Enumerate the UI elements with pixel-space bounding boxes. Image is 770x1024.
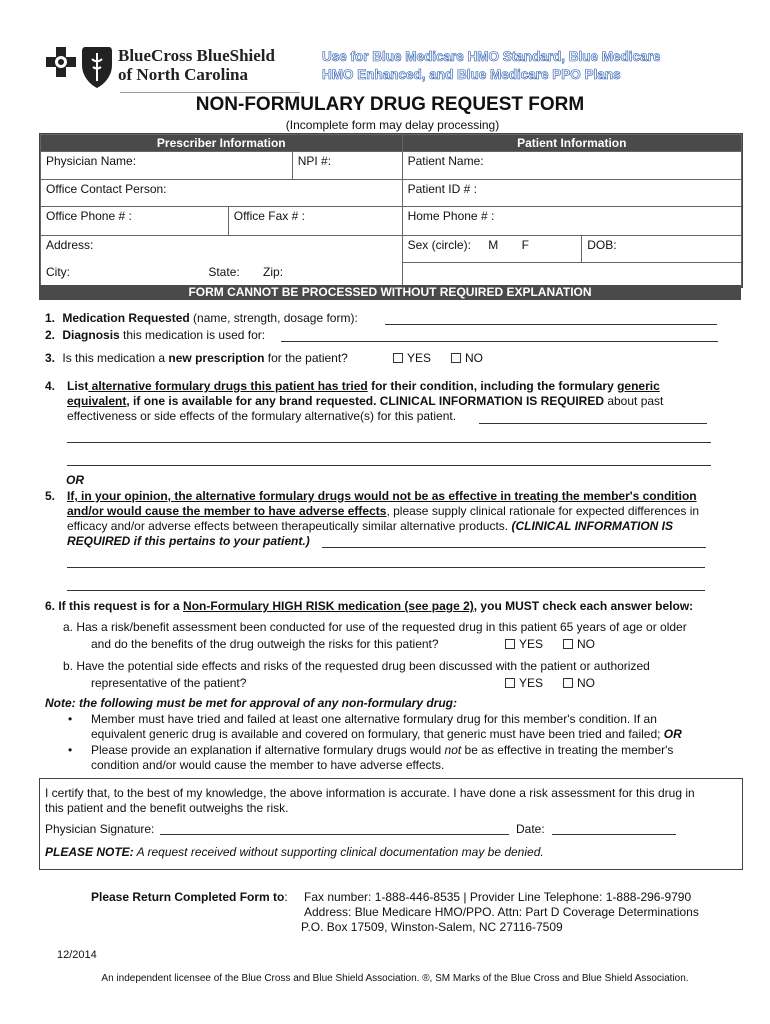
q3-yes-checkbox[interactable]	[393, 353, 403, 363]
question-6	[45, 599, 693, 614]
npi-field[interactable]: NPI #:	[292, 152, 402, 180]
q4-tried: alternative formulary drugs this patient has tried	[88, 379, 368, 393]
q4-about-past: about past	[604, 394, 664, 408]
form-subtitle: (Incomplete form may delay processing)	[285, 118, 500, 132]
q6a-yes-option[interactable]	[505, 637, 543, 652]
q3-text-b: for the patient?	[264, 351, 348, 365]
please-note	[45, 845, 544, 860]
q6a-text-line1: a. Has a risk/benefit assessment been conducted for use of the requested drug in this patient 65 years of age or older	[63, 620, 687, 634]
bcbs-logo-icon	[45, 45, 117, 89]
patient-heading: Patient Information	[402, 135, 741, 152]
note-bullet-1-line2: equivalent generic drug is available and covered on formulary, that generic must have been tried and failed;	[91, 727, 664, 741]
home-phone-field[interactable]: Home Phone # :	[402, 207, 741, 236]
brand-name	[118, 46, 275, 84]
q5-number: 5.	[45, 489, 56, 503]
q3-text-a: Is this medication a	[62, 351, 169, 365]
q6b-no-label: NO	[577, 676, 595, 690]
blank-cell	[402, 263, 741, 287]
or-separator: OR	[66, 473, 84, 487]
return-label-text: Please Return Completed Form to	[91, 890, 285, 904]
q2-label: Diagnosis	[62, 328, 120, 342]
note-bullet-2-rest: be as effective in treating the member's	[461, 743, 674, 757]
note-bullet-1-or: OR	[663, 727, 682, 741]
q5-clinical: (CLINICAL INFORMATION IS	[511, 519, 674, 533]
city-state-zip-row[interactable]	[41, 263, 403, 287]
q4-generic: generic	[617, 379, 660, 393]
prescriber-heading: Prescriber Information	[41, 135, 403, 152]
please-note-label: PLEASE NOTE:	[45, 845, 134, 859]
certify-line2: this patient and the benefit outweighs the risk.	[45, 801, 289, 815]
question-3	[45, 351, 348, 366]
q5-rationale: , please supply clinical rationale for expected differences in	[386, 504, 700, 518]
q6a-no-label: NO	[577, 637, 595, 651]
patient-name-field[interactable]: Patient Name:	[402, 152, 741, 180]
date-label: Date:	[516, 822, 545, 836]
sex-m-option[interactable]: M	[488, 238, 499, 252]
bullet-icon: •	[68, 743, 73, 757]
logo-divider	[120, 92, 300, 93]
office-phone-field[interactable]: Office Phone # :	[41, 207, 229, 236]
plan-notice	[322, 48, 660, 84]
q4-equivalent: equivalent	[67, 394, 127, 408]
q6b-yes-label: YES	[519, 676, 544, 690]
q4-effectiveness: effectiveness or side effects of the formulary alternative(s) for this patient.	[67, 409, 457, 423]
sex-label: Sex (circle):	[407, 238, 471, 252]
zip-field: Zip:	[263, 264, 284, 279]
dob-field[interactable]: DOB:	[582, 236, 742, 263]
q3-no-checkbox[interactable]	[451, 353, 461, 363]
q6-intro: 6. If this request is for a	[45, 599, 184, 613]
q6-must-check: , you MUST check each answer below:	[473, 599, 694, 613]
q3-no-label: NO	[465, 351, 483, 365]
q4-condition: for their condition, including the formulary	[367, 379, 618, 393]
note-bullet-2-not: not	[444, 743, 462, 757]
return-address: Address: Blue Medicare HMO/PPO. Attn: Part D Coverage Determinations	[304, 905, 699, 919]
return-label-colon: :	[284, 890, 288, 904]
q6a-text-line2: and do the benefits of the drug outweigh the risks for this patient?	[91, 637, 439, 651]
q1-text: (name, strength, dosage form):	[189, 311, 358, 325]
q1-answer-line[interactable]	[385, 324, 717, 325]
q6b-no-checkbox[interactable]	[563, 678, 573, 688]
sex-f-option[interactable]: F	[521, 238, 529, 252]
date-line[interactable]	[552, 834, 676, 835]
return-label	[91, 890, 288, 905]
q3-yes-label: YES	[407, 351, 432, 365]
form-date: 12/2014	[57, 949, 97, 961]
return-fax-phone: Fax number: 1-888-446-8535 | Provider Line Telephone: 1-888-296-9790	[304, 890, 692, 904]
q5-adverse: and/or would cause the member to have adverse effects	[67, 504, 387, 518]
plan-notice-line1: Use for Blue Medicare HMO Standard, Blue Medicare	[322, 49, 661, 64]
physician-name-field[interactable]: Physician Name:	[41, 152, 293, 180]
q1-label: Medication Requested	[62, 311, 190, 325]
city-field: City:	[46, 264, 70, 279]
q6b-no-option[interactable]	[563, 676, 595, 691]
q5-line1: If, in your opinion, the alternative formulary drugs would not be as effective in treating the member's condition	[67, 489, 697, 503]
note-bullet-2-line1: Please provide an explanation if alternative formulary drugs would	[91, 743, 445, 757]
certify-line1: I certify that, to the best of my knowledge, the above information is accurate. I have done a risk assessment for this drug in	[45, 786, 695, 800]
q4-answer-line-3[interactable]	[67, 465, 711, 466]
q2-text: this medication is used for:	[119, 328, 266, 342]
q5-answer-line-2[interactable]	[67, 567, 705, 568]
q2-answer-line[interactable]	[281, 341, 718, 342]
q5-answer-line-1[interactable]	[322, 547, 706, 548]
q4-answer-line-1[interactable]	[479, 423, 707, 424]
info-grid	[39, 133, 743, 288]
note-bullet-1	[91, 712, 741, 742]
office-contact-field[interactable]: Office Contact Person:	[41, 180, 403, 207]
note-bullet-1-line1: Member must have tried and failed at least one alternative formulary drug for this member's condition. If an	[91, 712, 657, 726]
return-po-box: P.O. Box 17509, Winston-Salem, NC 27116-7509	[301, 920, 563, 934]
q2-number: 2.	[45, 328, 56, 342]
question-4	[67, 379, 737, 424]
q5-required: REQUIRED if this pertains to your patient.)	[67, 534, 310, 548]
q3-yes-option[interactable]	[393, 351, 431, 366]
q3-label: new prescription	[168, 351, 265, 365]
q6b-yes-checkbox[interactable]	[505, 678, 515, 688]
office-fax-field[interactable]: Office Fax # :	[228, 207, 402, 236]
patient-id-field[interactable]: Patient ID # :	[402, 180, 741, 207]
q5-answer-line-3[interactable]	[67, 590, 705, 591]
q1-number: 1.	[45, 311, 56, 325]
q4-list: List	[67, 379, 89, 393]
plan-notice-line2: HMO Enhanced, and Blue Medicare PPO Plans	[322, 67, 621, 82]
q6a-yes-label: YES	[519, 637, 544, 651]
question-1	[45, 311, 358, 326]
signature-line[interactable]	[160, 834, 509, 835]
note-heading: Note: the following must be met for approval of any non-formulary drug:	[45, 696, 458, 710]
q4-answer-line-2[interactable]	[67, 442, 711, 443]
q4-required: , if one is available for any brand requested. CLINICAL INFORMATION IS REQUIRED	[126, 394, 604, 408]
note-bullet-2	[91, 743, 741, 773]
q6b-text-line1: b. Have the potential side effects and risks of the requested drug been discussed with the patient or authorized	[63, 659, 650, 673]
sex-field[interactable]	[402, 236, 582, 263]
question-2	[45, 328, 265, 343]
q5-efficacy: efficacy and/or adverse effects between therapeutically similar alternative products.	[67, 519, 512, 533]
note-bullet-2-line2: condition and/or would cause the member to have adverse effects.	[91, 758, 445, 772]
brand-line1: BlueCross BlueShield	[118, 46, 275, 65]
q6a-no-checkbox[interactable]	[563, 639, 573, 649]
state-field: State:	[208, 264, 240, 279]
q6-high-risk: Non-Formulary HIGH RISK medication (see page 2)	[183, 599, 474, 613]
signature-label: Physician Signature:	[45, 822, 155, 836]
form-title: NON-FORMULARY DRUG REQUEST FORM	[195, 94, 585, 115]
q6a-yes-checkbox[interactable]	[505, 639, 515, 649]
question-5	[67, 489, 739, 549]
q3-number: 3.	[45, 351, 56, 365]
q6a-no-option[interactable]	[563, 637, 595, 652]
q6b-yes-option[interactable]	[505, 676, 543, 691]
please-note-text: A request received without supporting clinical documentation may be denied.	[133, 845, 544, 859]
brand-line2: of North Carolina	[118, 65, 249, 84]
q6b-text-line2: representative of the patient?	[91, 676, 247, 690]
address-field[interactable]: Address:	[41, 236, 403, 263]
q4-number: 4.	[45, 379, 56, 393]
certification-text	[45, 786, 735, 816]
q3-no-option[interactable]	[451, 351, 483, 366]
licensee-notice: An independent licensee of the Blue Cross and Blue Shield Association. ®, SM Marks of the Blue Cross and Blue Shield Association.	[101, 973, 689, 984]
bullet-icon: •	[68, 712, 73, 726]
required-explanation-banner: FORM CANNOT BE PROCESSED WITHOUT REQUIRED EXPLANATION	[39, 285, 741, 300]
